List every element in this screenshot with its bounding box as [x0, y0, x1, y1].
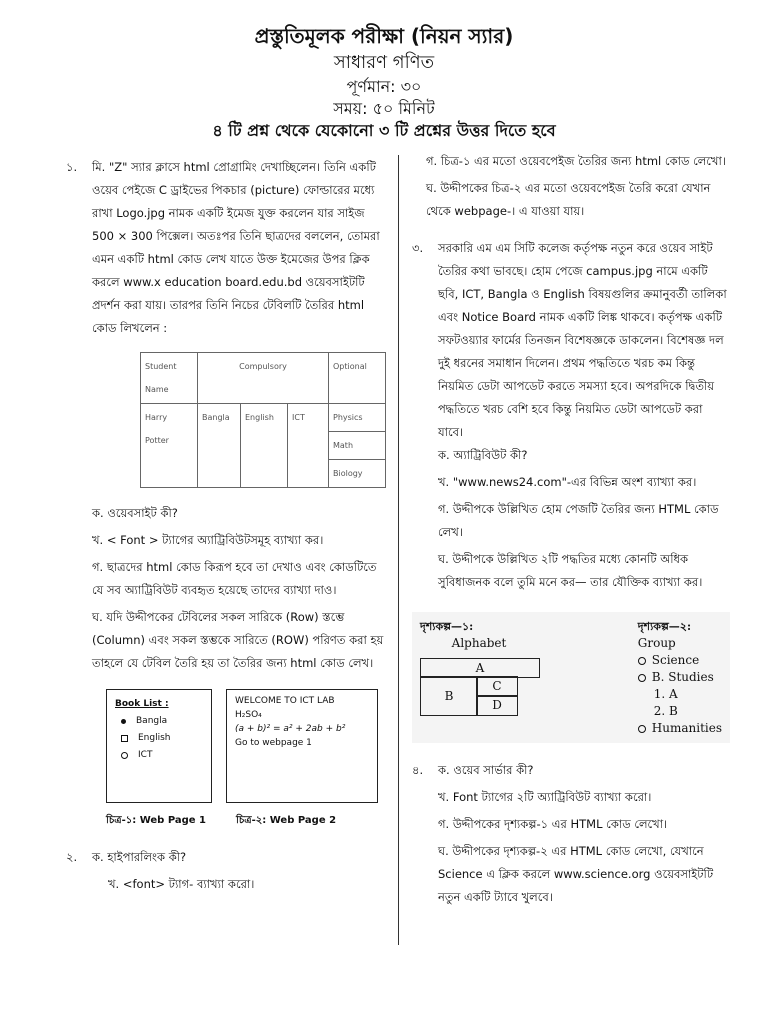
exam-time: সময়: ৫০ মিনিট [333, 99, 435, 118]
question-stem: সরকারি এম এম সিটি কলেজ কর্তৃপক্ষ নতুন করে ওয়েব সাইট তৈরির কথা ভাবছে। হোম পেজে campus.jpg নামে একটি ছবি, ICT, Bangla ও English বিষয়গুলির ক্রমানুবর্তী তালিকা এবং Notice Board নামক একটি লিঙ্ক থাকবে। কর্তৃপক্ষ একটি সফটওয়্যার ফার্মের তিনজন বিশেষজ্ঞকে ডাকলেন। বিশেষজ্ঞ দল দুই ধরনের সমাধান দিলেন। প্রথম পদ্ধতিতে খরচ কম কিন্তু নিয়মিত ডেটা আপডেট করতে সমস্যা হবে। অপরদিকে দ্বিতীয় পদ্ধতিতে খরচ বেশি হবে কিন্তু নিয়মিত ডেটা আপডেট করা যাবে। [438, 241, 727, 439]
student-table [140, 352, 386, 488]
question-3 [412, 237, 730, 594]
sub-question-ga: গ. ছাত্রদের html কোড কিরূপ হবে তা দেখাও এবং কোডটিতে যে সব অ্যাট্রিবিউট ব্যবহৃত হয়েছে তাদের ব্যাখ্যা দাও। [92, 560, 377, 597]
list-item: B. Studies [638, 669, 722, 686]
scenario-2-title: দৃশ্যকল্প—২: [637, 620, 692, 633]
sub-question-ka: ক. অ্যাট্রিবিউট কী? [438, 448, 528, 462]
table-cell: ICT [288, 404, 329, 488]
table-cell: Bangla [198, 404, 241, 488]
exam-instruction: ৪ টি প্রশ্ন থেকে যেকোনো ৩ টি প্রশ্নের উত্তর দিতে হবে [212, 121, 556, 140]
list-item: 2. B [653, 704, 678, 718]
sub-question-ga: গ. চিত্র-১ এর মতো ওয়েবপেইজ তৈরির জন্য html কোড লেখো। [426, 154, 726, 168]
sub-question-kha: খ. Font ট্যাগের ২টি অ্যাট্রিবিউট ব্যাখ্যা করো। [438, 790, 652, 804]
table-header-optional: Optional [329, 353, 386, 404]
subject-name: সাধারণ গণিত [333, 52, 435, 73]
circle-bullet-icon [121, 752, 128, 759]
figure-1-caption: চিত্র-১: Web Page 1 [106, 815, 207, 826]
webpage-link: Go to webpage 1 [235, 738, 312, 748]
question-number: ২. [66, 850, 78, 864]
table-header-student: Student Name [141, 353, 198, 404]
right-column [412, 150, 730, 913]
chemical-formula: H₂SO₄ [235, 710, 262, 720]
figure-web-page-2 [226, 689, 378, 803]
scenario-2 [638, 618, 722, 737]
square-bullet-icon [121, 735, 128, 742]
sub-question-ka: ক. ওয়েব সার্ভার কী? [438, 763, 534, 777]
sub-question-kha: খ. "www.news24.com"-এর বিভিন্ন অংশ ব্যাখ্যা কর। [438, 475, 697, 489]
group-heading: Group [637, 636, 676, 650]
table-cell: Biology [329, 460, 386, 488]
table-cell: English [241, 404, 288, 488]
list-item: English [121, 730, 203, 747]
question-number: ৪. [412, 763, 424, 777]
sub-question-gha: ঘ. উদ্দীপকে উল্লিখিত ২টি পদ্ধতির মধ্যে কোনটি অধিক সুবিধাজনক বলে তুমি মনে কর— তার যৌক্তিক ব্যাখ্যা কর। [438, 552, 703, 589]
figure-captions [106, 809, 386, 832]
table-header-compulsory: Compulsory [198, 353, 329, 404]
list-item: Humanities [638, 720, 722, 737]
cell-d: D [476, 695, 518, 716]
column-divider [398, 155, 399, 945]
cell-b: B [420, 676, 478, 716]
figure-row [106, 689, 386, 803]
question-4 [412, 759, 730, 909]
exam-header [0, 22, 768, 142]
sub-question-ka: ক. ওয়েবসাইট কী? [92, 506, 178, 520]
scenario-1-title: দৃশ্যকল্প—১: [420, 620, 474, 633]
left-column [66, 156, 386, 900]
scenario-figures [412, 612, 730, 743]
question-stem: মি. "Z" স্যার ক্লাসে html প্রোগ্রামিং দেখাচ্ছিলেন। তিনি একটি ওয়েব পেইজে C ড্রাইভের পিকচার (picture) ফোল্ডারের মধ্যে রাখা Logo.jpg নামক একটি ইমেজ যুক্ত করলেন যার সাইজ 500 × 300 পিক্সেল। অতঃপর তিনি ছাত্রদের বললেন, তোমরা এমন একটি html কোড লেখ যাতে উক্ত ইমেজের উপর ক্লিক করলে www.x education board.edu.bd ওয়েবসাইটটি প্রদর্শন করা যায়। তারপর তিনি নিচের টেবিলটি তৈরির html কোড লিখলেন : [92, 160, 380, 335]
cell-a: A [420, 658, 540, 678]
list-item: Science [638, 652, 722, 669]
math-expression: (a + b)² = a² + 2ab + b² [235, 724, 346, 734]
sub-question-kha: খ. <font> ট্যাগ- ব্যাখ্যা করো। [108, 877, 255, 891]
question-1 [66, 156, 386, 675]
cell-c: C [476, 676, 518, 697]
list-item: 1. A [653, 687, 678, 701]
list-item: ICT [121, 747, 203, 764]
alphabet-heading: Alphabet [451, 636, 507, 650]
table-cell: Math [329, 432, 386, 460]
question-number: ৩. [412, 241, 424, 255]
book-list-title: Book List : [115, 699, 169, 709]
sub-question-gha: ঘ. উদ্দীপকের চিত্র-২ এর মতো ওয়েবপেইজ তৈরি করো যেখান থেকে webpage-। এ যাওয়া যায়। [426, 181, 711, 218]
sub-question-ga: গ. উদ্দীপকের দৃশ্যকল্প-১ এর HTML কোড লেখো। [438, 817, 668, 831]
circle-bullet-icon [638, 725, 646, 733]
welcome-title: WELCOME TO ICT LAB [235, 696, 335, 706]
list-item: Bangla [121, 713, 203, 730]
table-cell-name: Harry Potter [141, 404, 198, 488]
circle-bullet-icon [638, 674, 646, 682]
disc-bullet-icon [121, 719, 126, 724]
sub-question-kha: খ. < Font > ট্যাগের অ্যাট্রিবিউটসমূহ ব্যাখ্যা কর। [92, 533, 324, 547]
circle-bullet-icon [638, 657, 646, 665]
sub-question-ga: গ. উদ্দীপকে উল্লিখিত হোম পেজটি তৈরির জন্য HTML কোড লেখ। [438, 502, 719, 539]
question-number: ১. [66, 160, 78, 174]
figure-web-page-1 [106, 689, 212, 803]
scenario-1 [420, 618, 538, 737]
alphabet-grid [420, 658, 538, 716]
figure-2-caption: চিত্র-২: Web Page 2 [236, 815, 337, 826]
sub-question-gha: ঘ. উদ্দীপকের দৃশ্যকল্প-২ এর HTML কোড লেখো, যেখানে Science এ ক্লিক করলে www.science.org ওয়েবসাইটটি নতুন একটি ট্যাবে খুলবে। [438, 844, 714, 904]
table-cell: Physics [329, 404, 386, 432]
exam-title: প্রস্তুতিমূলক পরীক্ষা (নিয়ন স্যার) [254, 24, 514, 48]
full-marks: পূর্ণমান: ৩০ [346, 77, 422, 96]
sub-question-ka: ক. হাইপারলিংক কী? [92, 850, 187, 864]
question-2 [66, 846, 386, 896]
sub-question-gha: ঘ. যদি উদ্দীপকের টেবিলের সকল সারিকে (Row) স্তম্ভে (Column) এবং সকল স্তম্ভকে সারিতে (ROW) পরিণত করা হয় তাহলে যে টেবিল তৈরি হয় তা তৈরির জন্য html কোড লেখ। [92, 610, 384, 670]
question-2-continued [412, 150, 730, 223]
